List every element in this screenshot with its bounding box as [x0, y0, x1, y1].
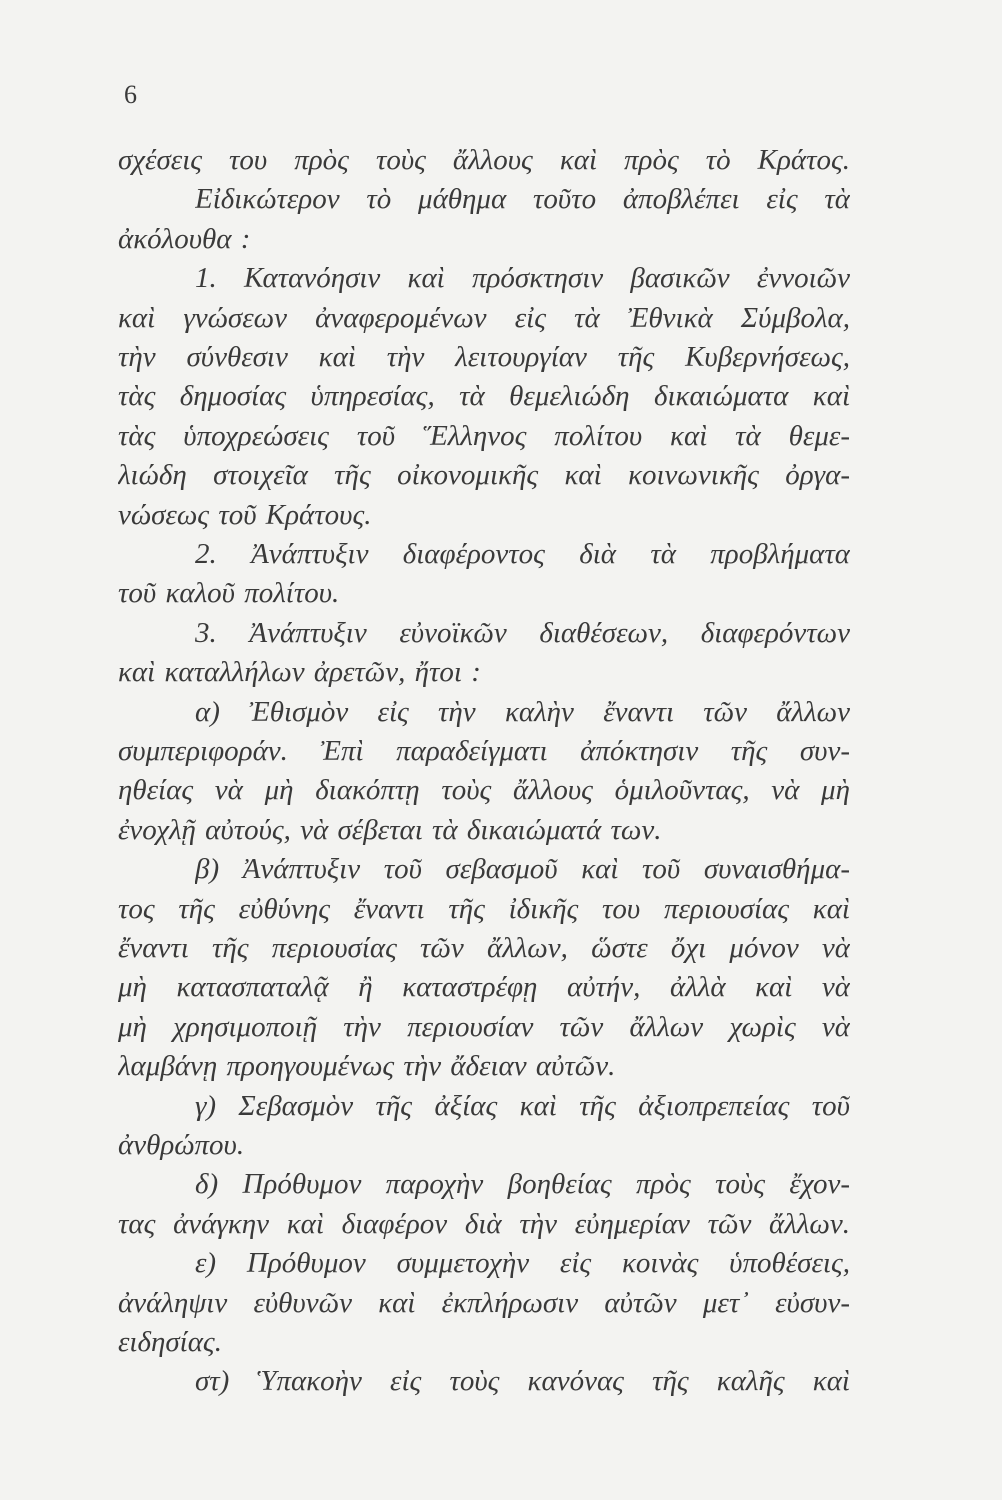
- text-line: 2. Ἀνάπτυξιν διαφέροντος διὰ τὰ προβλήματα: [195, 538, 850, 570]
- text-line: τος τῆς εὐθύνης ἔναντι τῆς ἰδικῆς του περιουσίας καὶ: [118, 892, 850, 925]
- text-line: 1. Κατανόησιν καὶ πρόσκτησιν βασικῶν ἐννοιῶν: [195, 262, 850, 295]
- text-line: στ) Ὑπακοὴν εἰς τοὺς κανόνας τῆς καλῆς καὶ: [195, 1365, 850, 1398]
- text-line: συμπεριφοράν. Ἐπὶ παραδείγματι ἀπόκτησιν τῆς συν-: [118, 735, 850, 767]
- text-line: γ) Σεβασμὸν τῆς ἀξίας καὶ τῆς ἀξιοπρεπείας τοῦ: [195, 1089, 850, 1122]
- text-line: δ) Πρόθυμον παροχὴν βοηθείας πρὸς τοὺς ἔχον-: [195, 1168, 850, 1201]
- text-line: μὴ κατασπαταλᾷ ἢ καταστρέφῃ αὐτήν, ἀλλὰ καὶ νὰ: [118, 971, 850, 1004]
- text-line: τοῦ καλοῦ πολίτου.: [118, 577, 340, 610]
- text-line: ἀνάληψιν εὐθυνῶν καὶ ἐκπλήρωσιν αὐτῶν μετ᾽ εὐσυν-: [118, 1286, 850, 1319]
- page-number: 6: [124, 80, 137, 109]
- text-line: καὶ καταλλήλων ἀρετῶν, ἤτοι :: [118, 656, 481, 689]
- text-line: τὰς δημοσίας ὑπηρεσίας, τὰ θεμελιώδη δικαιώματα καὶ: [118, 380, 850, 413]
- text-line: καὶ γνώσεων ἀναφερομένων εἰς τὰ Ἐθνικὰ Σύμβολα,: [118, 301, 850, 334]
- text-line: Εἰδικώτερον τὸ μάθημα τοῦτο ἀποβλέπει εἰς τὰ: [195, 183, 850, 216]
- text-line: ειδησίας.: [118, 1326, 222, 1358]
- text-line: ηθείας νὰ μὴ διακόπτῃ τοὺς ἄλλους ὁμιλοῦντας, νὰ μὴ: [118, 774, 850, 807]
- text-line: ἀκόλουθα :: [118, 222, 251, 255]
- text-line: ἀνθρώπου.: [118, 1129, 245, 1161]
- text-line: μὴ χρησιμοποιῇ τὴν περιουσίαν τῶν ἄλλων χωρὶς νὰ: [118, 1010, 850, 1043]
- text-line: 3. Ἀνάπτυξιν εὐνοϊκῶν διαθέσεων, διαφερόντων: [195, 616, 850, 649]
- text-line: β) Ἀνάπτυξιν τοῦ σεβασμοῦ καὶ τοῦ συναισθήμα-: [195, 853, 850, 886]
- text-line: νώσεως τοῦ Κράτους.: [118, 498, 372, 531]
- text-line: ε) Πρόθυμον συμμετοχὴν εἰς κοινὰς ὑποθέσεις,: [195, 1247, 850, 1280]
- text-line: λιώδη στοιχεῖα τῆς οἰκονομικῆς καὶ κοινωνικῆς ὀργα-: [118, 459, 850, 492]
- text-line: σχέσεις του πρὸς τοὺς ἄλλους καὶ πρὸς τὸ Κράτος.: [118, 144, 850, 176]
- text-line: τας ἀνάγκην καὶ διαφέρον διὰ τὴν εὐημερίαν τῶν ἄλλων.: [118, 1207, 850, 1240]
- text-line: τὰς ὑποχρεώσεις τοῦ Ἕλληνος πολίτου καὶ τὰ θεμε-: [118, 419, 850, 452]
- text-line: λαμβάνῃ προηγουμένως τὴν ἄδειαν αὐτῶν.: [118, 1050, 616, 1083]
- text-line: τὴν σύνθεσιν καὶ τὴν λειτουργίαν τῆς Κυβερνήσεως,: [118, 341, 850, 373]
- text-line: ἐνοχλῇ αὐτούς, νὰ σέβεται τὰ δικαιώματά των.: [118, 813, 662, 846]
- text-line: ἔναντι τῆς περιουσίας τῶν ἄλλων, ὥστε ὄχι μόνον νὰ: [118, 932, 850, 964]
- text-line: α) Ἐθισμὸν εἰς τὴν καλὴν ἔναντι τῶν ἄλλων: [195, 695, 850, 728]
